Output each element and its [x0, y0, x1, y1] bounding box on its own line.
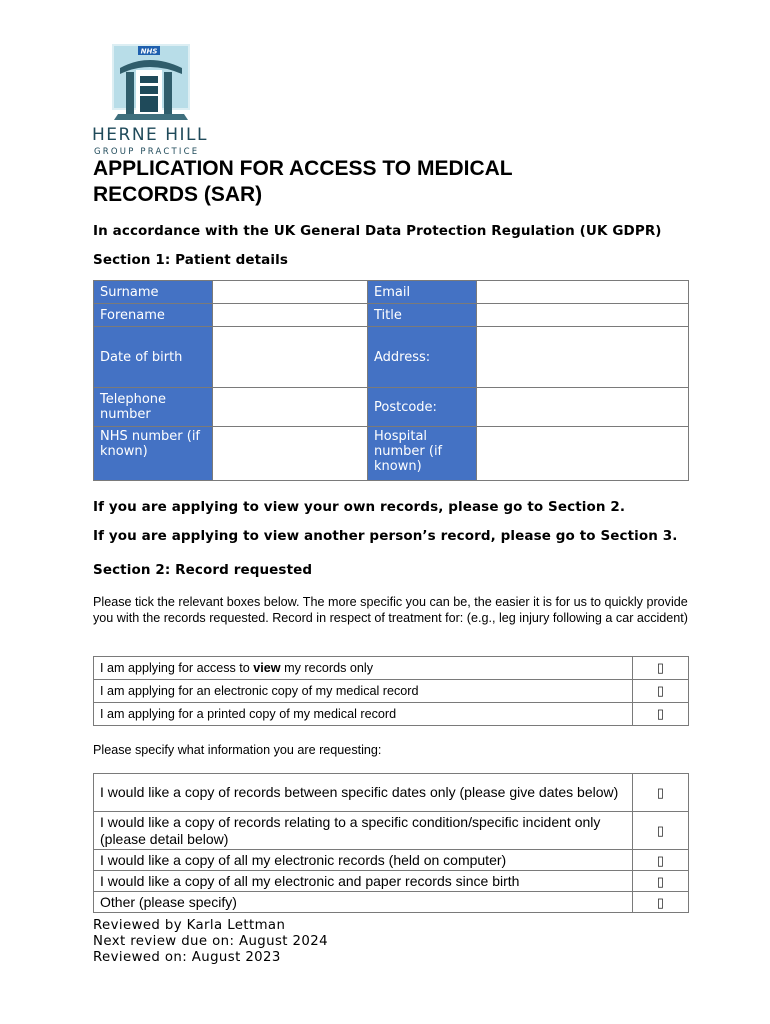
table-row: [94, 774, 689, 812]
access-options-table: [93, 656, 689, 726]
specify-prompt: Please specify what information you are requesting:: [93, 743, 382, 757]
section2-intro: Please tick the relevant boxes below. The more specific you can be, the easier it is for us to quickly provide you with the records requested. Record in respect of treatment for: (e.g., leg injury following a car accident): [93, 595, 688, 625]
checkbox-icon[interactable]: ▯: [633, 850, 689, 871]
checkbox-icon[interactable]: ▯: [633, 703, 689, 726]
address-field[interactable]: [477, 327, 689, 388]
checkbox-icon[interactable]: ▯: [633, 657, 689, 680]
forename-field[interactable]: [213, 304, 368, 327]
access-option-label: I am applying for an electronic copy of my medical record: [94, 680, 633, 703]
access-option-label: I am applying for access to view my records only: [94, 657, 633, 680]
telephone-field[interactable]: [213, 388, 368, 427]
table-row: [94, 281, 689, 304]
label-nhs-number: NHS number (if known): [94, 427, 213, 481]
postcode-field[interactable]: [477, 388, 689, 427]
hospital-number-field[interactable]: [477, 427, 689, 481]
nhs-number-field[interactable]: [213, 427, 368, 481]
checkbox-icon[interactable]: ▯: [633, 812, 689, 850]
access-option-label: I am applying for a printed copy of my medical record: [94, 703, 633, 726]
table-row: [94, 871, 689, 892]
reviewed-on-date: Reviewed on: August 2023: [93, 950, 281, 965]
surname-field[interactable]: [213, 281, 368, 304]
title-line-1: APPLICATION FOR ACCESS TO MEDICAL: [93, 157, 513, 180]
label-address: Address:: [368, 327, 477, 388]
label-hospital-number: Hospital number (if known): [368, 427, 477, 481]
label-surname: Surname: [94, 281, 213, 304]
table-row: [94, 850, 689, 871]
other-records-note: If you are applying to view another person’s record, please go to Section 3.: [93, 528, 678, 544]
table-row: [94, 680, 689, 703]
page-title: [93, 156, 693, 208]
section1-heading: Section 1: Patient details: [93, 252, 288, 268]
table-row: [94, 304, 689, 327]
next-review-date: Next review due on: August 2024: [93, 934, 328, 949]
checkbox-icon[interactable]: ▯: [633, 871, 689, 892]
label-forename: Forename: [94, 304, 213, 327]
gdpr-line: In accordance with the UK General Data Protection Regulation (UK GDPR): [93, 223, 662, 239]
label-date-of-birth: Date of birth: [94, 327, 213, 388]
date-of-birth-field[interactable]: [213, 327, 368, 388]
label-telephone: Telephone number: [94, 388, 213, 427]
info-option-label: I would like a copy of all my electronic records (held on computer): [94, 850, 633, 871]
table-row: [94, 657, 689, 680]
practice-name: HERNE HILL: [92, 125, 208, 145]
title-line-2: RECORDS (SAR): [93, 183, 263, 206]
review-footer: [93, 918, 328, 966]
title-field[interactable]: [477, 304, 689, 327]
table-row: [94, 388, 689, 427]
section2-heading: Section 2: Record requested: [93, 562, 313, 578]
info-option-label: I would like a copy of records relating to a specific condition/specific incident only (please detail below): [94, 812, 633, 850]
table-row: [94, 703, 689, 726]
table-row: [94, 812, 689, 850]
checkbox-icon[interactable]: ▯: [633, 680, 689, 703]
table-row: [94, 327, 689, 388]
info-option-label: I would like a copy of records between specific dates only (please give dates below): [94, 774, 633, 812]
checkbox-icon[interactable]: ▯: [633, 774, 689, 812]
information-options-table: [93, 773, 689, 913]
checkbox-icon[interactable]: ▯: [633, 892, 689, 913]
nhs-badge-text: NHS: [140, 47, 158, 56]
table-row: [94, 427, 689, 481]
label-title: Title: [368, 304, 477, 327]
own-records-note: If you are applying to view your own records, please go to Section 2.: [93, 499, 626, 515]
label-postcode: Postcode:: [368, 388, 477, 427]
reviewed-by: Reviewed by Karla Lettman: [93, 918, 286, 933]
practice-subtitle: GROUP PRACTICE: [94, 147, 200, 157]
info-option-label: I would like a copy of all my electronic and paper records since birth: [94, 871, 633, 892]
patient-details-table: [93, 280, 689, 481]
email-field[interactable]: [477, 281, 689, 304]
table-row: [94, 892, 689, 913]
info-option-label: Other (please specify): [94, 892, 633, 913]
label-email: Email: [368, 281, 477, 304]
